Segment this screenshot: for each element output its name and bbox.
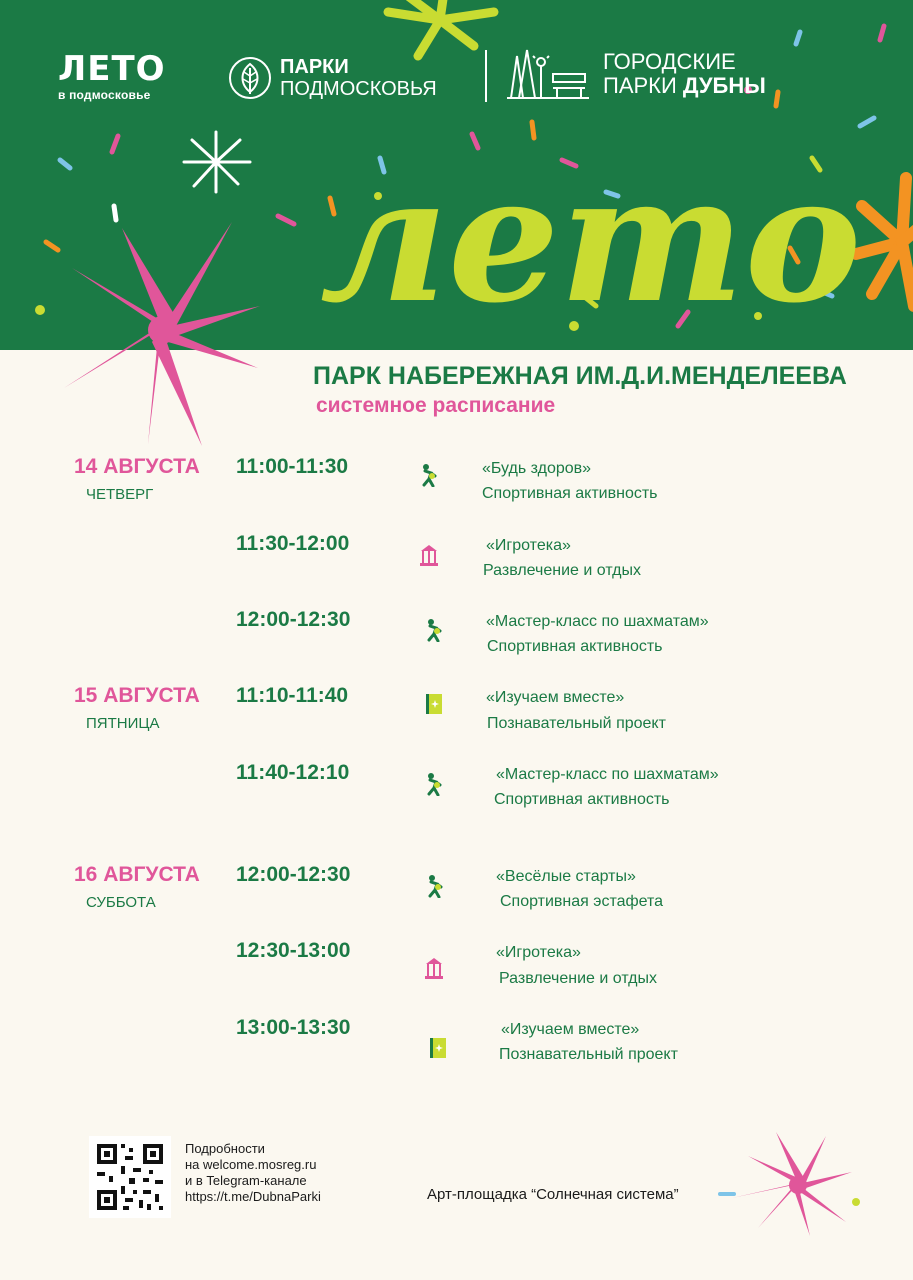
event-name: «Мастер-класс по шахматам» <box>486 613 709 630</box>
book-icon <box>428 1036 448 1060</box>
leto-logo <box>58 49 166 102</box>
info-line: Подробности <box>185 1141 265 1156</box>
day-date: 16 АВГУСТА <box>74 863 200 886</box>
qr-code[interactable] <box>89 1136 171 1218</box>
event-category: Спортивная эстафета <box>500 893 664 910</box>
pink-star-decoration <box>62 218 262 448</box>
event-time: 12:00-12:30 <box>236 863 351 886</box>
event-name: «Игротека» <box>496 944 581 961</box>
sport-runner-icon <box>425 874 445 898</box>
event-time: 11:30-12:00 <box>236 532 350 555</box>
dubna-parks-logo <box>505 46 766 102</box>
dubna-logo-line2b: ДУБНЫ <box>682 73 766 98</box>
art-place-label: Арт-площадка “Солнечная система” <box>427 1186 679 1203</box>
hero-text: лето <box>320 137 862 340</box>
event-name: «Весёлые старты» <box>496 868 636 885</box>
book-icon <box>424 692 444 716</box>
day-weekday: ПЯТНИЦА <box>86 715 160 732</box>
info-line[interactable]: на welcome.mosreg.ru <box>185 1157 317 1172</box>
event-time: 12:00-12:30 <box>236 608 351 631</box>
leaf-icon <box>228 56 272 100</box>
telegram-link[interactable]: https://t.me/DubnaParki <box>185 1189 321 1204</box>
event-category: Спортивная активность <box>487 638 663 655</box>
logo-divider <box>485 50 487 102</box>
event-category: Развлечение и отдых <box>499 970 657 987</box>
event-name: «Изучаем вместе» <box>486 689 625 706</box>
leto-logo-title: ЛЕТО <box>58 49 166 89</box>
sport-runner-icon <box>424 772 444 796</box>
dubna-logo-line2a: ПАРКИ <box>603 73 683 98</box>
event-category: Познавательный проект <box>487 715 666 732</box>
sport-runner-icon <box>424 618 444 642</box>
sport-runner-icon <box>419 463 439 487</box>
event-time: 11:10-11:40 <box>236 684 349 707</box>
event-category: Познавательный проект <box>499 1046 678 1063</box>
carousel-icon <box>424 956 444 980</box>
park-bench-icon <box>505 46 589 102</box>
event-category: Развлечение и отдых <box>483 562 641 579</box>
info-text <box>185 1141 321 1205</box>
page-subtitle: системное расписание <box>316 394 556 417</box>
white-star-decoration <box>176 128 256 198</box>
page-title: ПАРК НАБЕРЕЖНАЯ ИМ.Д.И.МЕНДЕЛЕЕВА <box>313 362 847 390</box>
event-time: 13:00-13:30 <box>236 1016 351 1039</box>
parks-logo <box>228 56 437 100</box>
day-weekday: ЧЕТВЕРГ <box>86 486 154 503</box>
carousel-icon <box>419 543 439 567</box>
event-category: Спортивная активность <box>494 791 670 808</box>
leto-logo-subtitle: в подмосковье <box>58 88 151 102</box>
event-name: «Будь здоров» <box>482 460 592 477</box>
event-name: «Игротека» <box>486 537 571 554</box>
info-line: и в Telegram-канале <box>185 1173 307 1188</box>
parks-logo-line1: ПАРКИ <box>280 56 349 78</box>
event-name: «Изучаем вместе» <box>501 1021 640 1038</box>
day-weekday: СУББОТА <box>86 894 156 911</box>
pink-star-small-decoration <box>718 1128 868 1238</box>
event-time: 11:40-12:10 <box>236 761 350 784</box>
dubna-logo-line1: ГОРОДСКИЕ <box>603 49 736 74</box>
event-time: 11:00-11:30 <box>236 455 349 478</box>
event-time: 12:30-13:00 <box>236 939 351 962</box>
day-date: 15 АВГУСТА <box>74 684 200 707</box>
day-date: 14 АВГУСТА <box>74 455 200 478</box>
event-category: Спортивная активность <box>482 485 658 502</box>
leto-hero-text <box>310 110 910 340</box>
event-name: «Мастер-класс по шахматам» <box>496 766 719 783</box>
parks-logo-line2: ПОДМОСКОВЬЯ <box>280 78 437 100</box>
